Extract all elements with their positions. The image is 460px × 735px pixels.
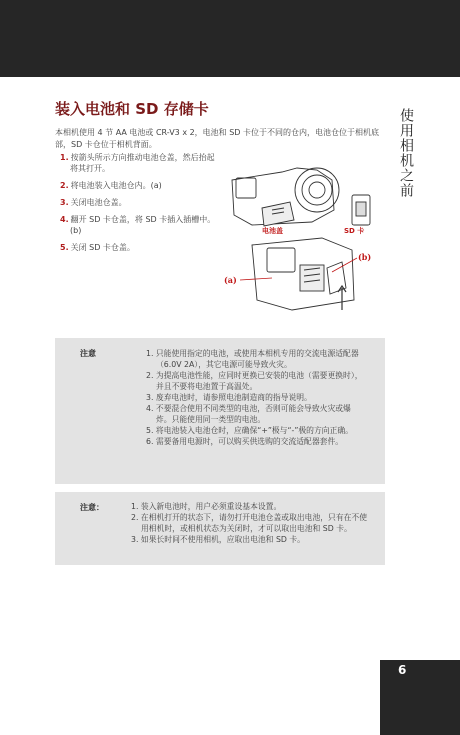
notice-list (146, 348, 366, 447)
step-item (60, 152, 220, 174)
notice-item: 5. 将电池装入电池仓时，应确保“+”极与“-”极的方向正确。 (146, 426, 353, 435)
step-list (60, 152, 220, 259)
step-item (60, 180, 220, 191)
step-text: 翻开 SD 卡仓盖，将 SD 卡插入插槽中。(b) (70, 215, 216, 235)
header-bar (0, 0, 460, 77)
battery-cover-label: 电池盖 (262, 227, 283, 235)
page-title: 装入电池和 SD 存储卡 (55, 100, 209, 118)
step-number: 2. (60, 181, 69, 190)
notice-label: 注意 (80, 349, 96, 358)
step-number: 1. (60, 153, 69, 162)
notice-box-1 (55, 338, 385, 484)
notice-label: 注意： (80, 503, 104, 512)
notice-box-2 (55, 492, 385, 565)
step-text: 关闭 SD 卡仓盖。 (70, 243, 135, 252)
page-number-tab (380, 660, 460, 735)
callout-label-b: (b) (358, 252, 372, 262)
step-text: 关闭电池仓盖。 (70, 198, 127, 207)
section-side-title: 使用相机之前 (398, 108, 414, 198)
intro-paragraph: 本相机使用 4 节 AA 电池或 CR-V3 x 2，电池和 SD 卡位于不同的仓内，电池仓位于相机底部，SD 卡仓位于相机背面。 (55, 128, 380, 149)
notice-list (131, 501, 371, 545)
step-number: 5. (60, 243, 69, 252)
notice-item: 2. 在相机打开的状态下，请勿打开电池仓盖或取出电池，只有在不使用相机时，或相机状态为关闭时，才可以取出电池和 SD 卡。 (131, 513, 368, 533)
camera-back-drawing (252, 238, 354, 310)
callout-line-b (332, 258, 357, 272)
step-number: 4. (60, 215, 69, 224)
callout-label-a: (a) (224, 275, 237, 285)
notice-item: 6. 需要备用电源时，可以购买供选购的交流适配器套件。 (146, 437, 344, 446)
step-item (60, 214, 220, 236)
notice-item: 1. 装入新电池时，用户必须重设基本设置。 (131, 502, 282, 511)
page-number: 6 (398, 663, 407, 677)
camera-illustration (222, 150, 382, 320)
notice-item: 2. 为提高电池性能，应同时更换已安装的电池（需要更换时），并且不要将电池置于高温处。 (146, 371, 363, 391)
camera-front-drawing (232, 168, 339, 226)
step-item (60, 197, 220, 208)
sd-door-drawing (352, 195, 370, 225)
notice-item: 3. 如果长时间不使用相机，应取出电池和 SD 卡。 (131, 535, 305, 544)
notice-item: 3. 废弃电池时，请参照电池制造商的指导说明。 (146, 393, 312, 402)
notice-item: 4. 不要混合使用不同类型的电池，否则可能会导致火灾或爆炸。只能使用同一类型的电池。 (146, 404, 351, 424)
step-text: 按箭头所示方向推动电池仓盖，然后抬起将其打开。 (70, 153, 215, 173)
sd-card-label: SD 卡 (344, 227, 365, 235)
step-text: 将电池装入电池仓内。(a) (70, 181, 162, 190)
step-number: 3. (60, 198, 69, 207)
notice-item: 1. 只能使用指定的电池，或使用本相机专用的交流电源适配器（6.0V 2A），其它电源可能导致火灾。 (146, 349, 359, 369)
step-item (60, 242, 220, 253)
callout-line-a (240, 278, 272, 280)
